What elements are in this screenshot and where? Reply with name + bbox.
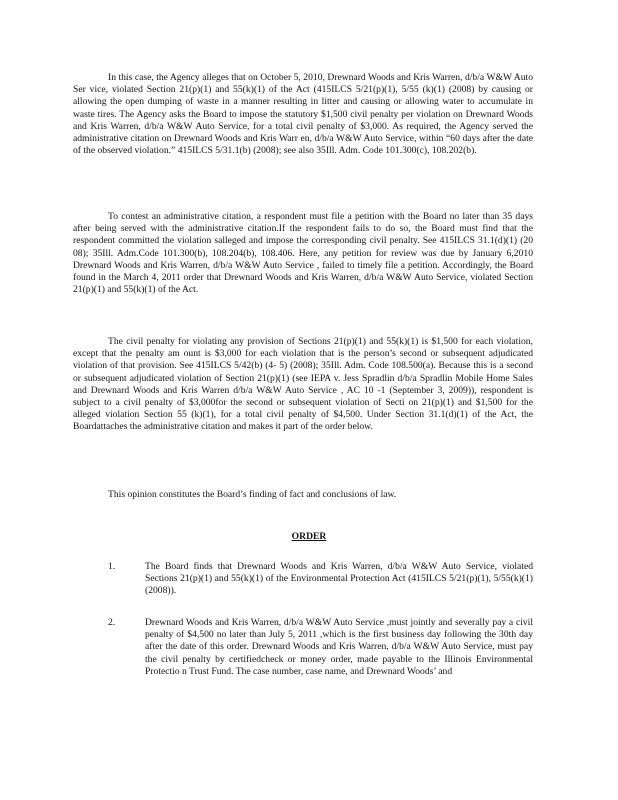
paragraph-allegations: In this case, the Agency alleges that on October 5, 2010, Drewnard Woods and Kris Warren, d/b/a W&W Auto Ser vice, violated Section 21(p)(1) and 55(k)(1) of the Act (415ILCS 5/21(p)(1), 5/55 (k)(1) (2008) by causing or allowing the open dumping of waste in a manner resulting in litter and causing or allowing water to accumulate in waste tires. The Agency asks the Board to impose the statutory $1,500 civil penalty per violation on Drewnard Woods and Kris Warren, d/b/a W&W Auto Service, for a total civil penalty of $3,000. As required, the Agency served the administrative citation on Drewnard Woods and Kris Warr en, d/b/a W&W Auto Service, within “60 days after the date of the observed violation.” 415ILCS 5/31.1(b) (2008); see also 35Ill. Adm. Code 101.300(c), 108.202(b). [73,72,533,157]
paragraph-contest: To contest an administrative citation, a respondent must file a petition with the Board no later than 35 days after being served with the administrative citation.If the respondent fails to do so, the Board must find that the respondent committed the violation salleged and impose the corresponding civil penalty. See 415ILCS 31.1(d)(1) (20 08); 35Ill. Adm.Code 101.300(b), 108.204(b), 108.406. Here, any petition for review was due by January 6,2010 Drewnard Woods and Kris Warren, d/b/a W&W Auto Service , failed to timely file a petition. Accordingly, the Board found in the March 4, 2011 order that Drewnard Woods and Kris Warren, d/b/a W&W Auto Service, violated Section 21(p)(1) and 55(k)(1) of the Act. [73,211,533,296]
order-item-number: 1. [108,561,116,572]
order-item-number: 2. [108,617,116,628]
order-item-text: The Board finds that Drewnard Woods and Kris Warren, d/b/a W&W Auto Service, violated Sections 21(p)(1) and 55(k)(1) of the Environmental Protection Act (415ILCS 5/21(p)(1), 5/55(k)(1) (2008)). [145,561,533,597]
paragraph-civil-penalty: The civil penalty for violating any provision of Sections 21(p)(1) and 55(k)(1) is $1,500 for each violation, except that the penalty am ount is $3,000 for each violation that is the person’s second or subsequent adjudicated violation of that provision. See 415ILCS 5/42(b) (4- 5) (2008); 35Ill. Adm. Code 108.500(a). Because this is a second or subsequent adjudicated violation of Section 21(p)(1) (see IEPA v. Jess Spradlin d/b/a Spradlin Mobile Home Sales and Drewnard Woods and Kris Warren d/b/a W&W Auto Service , AC 10 -1 (September 3, 2009)), respondent is subject to a civil penalty of $3,000for the second or subsequent violation of Secti on 21(p)(1) and $1,500 for the alleged violation Section 55 (k)(1), for a total civil penalty of $4,500. Under Section 31.1(d)(1) of the Act, the Boardattaches the administrative citation and makes it part of the order below. [73,336,533,433]
order-heading: ORDER [291,531,327,542]
paragraph-conclusion: This opinion constitutes the Board’s finding of fact and conclusions of law. [108,489,397,500]
order-item-text: Drewnard Woods and Kris Warren, d/b/a W&W Auto Service ,must jointly and severally pay a civil penalty of $4,500 no later than July 5, 2011 ,which is the first business day following the 30th day after the date of this order. Drewnard Woods and Kris Warren, d/b/a W&W Auto Service, must pay the civil penalty by certifiedcheck or money order, made payable to the Illinois Environmental Protectio n Trust Fund. The case number, case name, and Drewnard Woods’ and [145,617,533,677]
